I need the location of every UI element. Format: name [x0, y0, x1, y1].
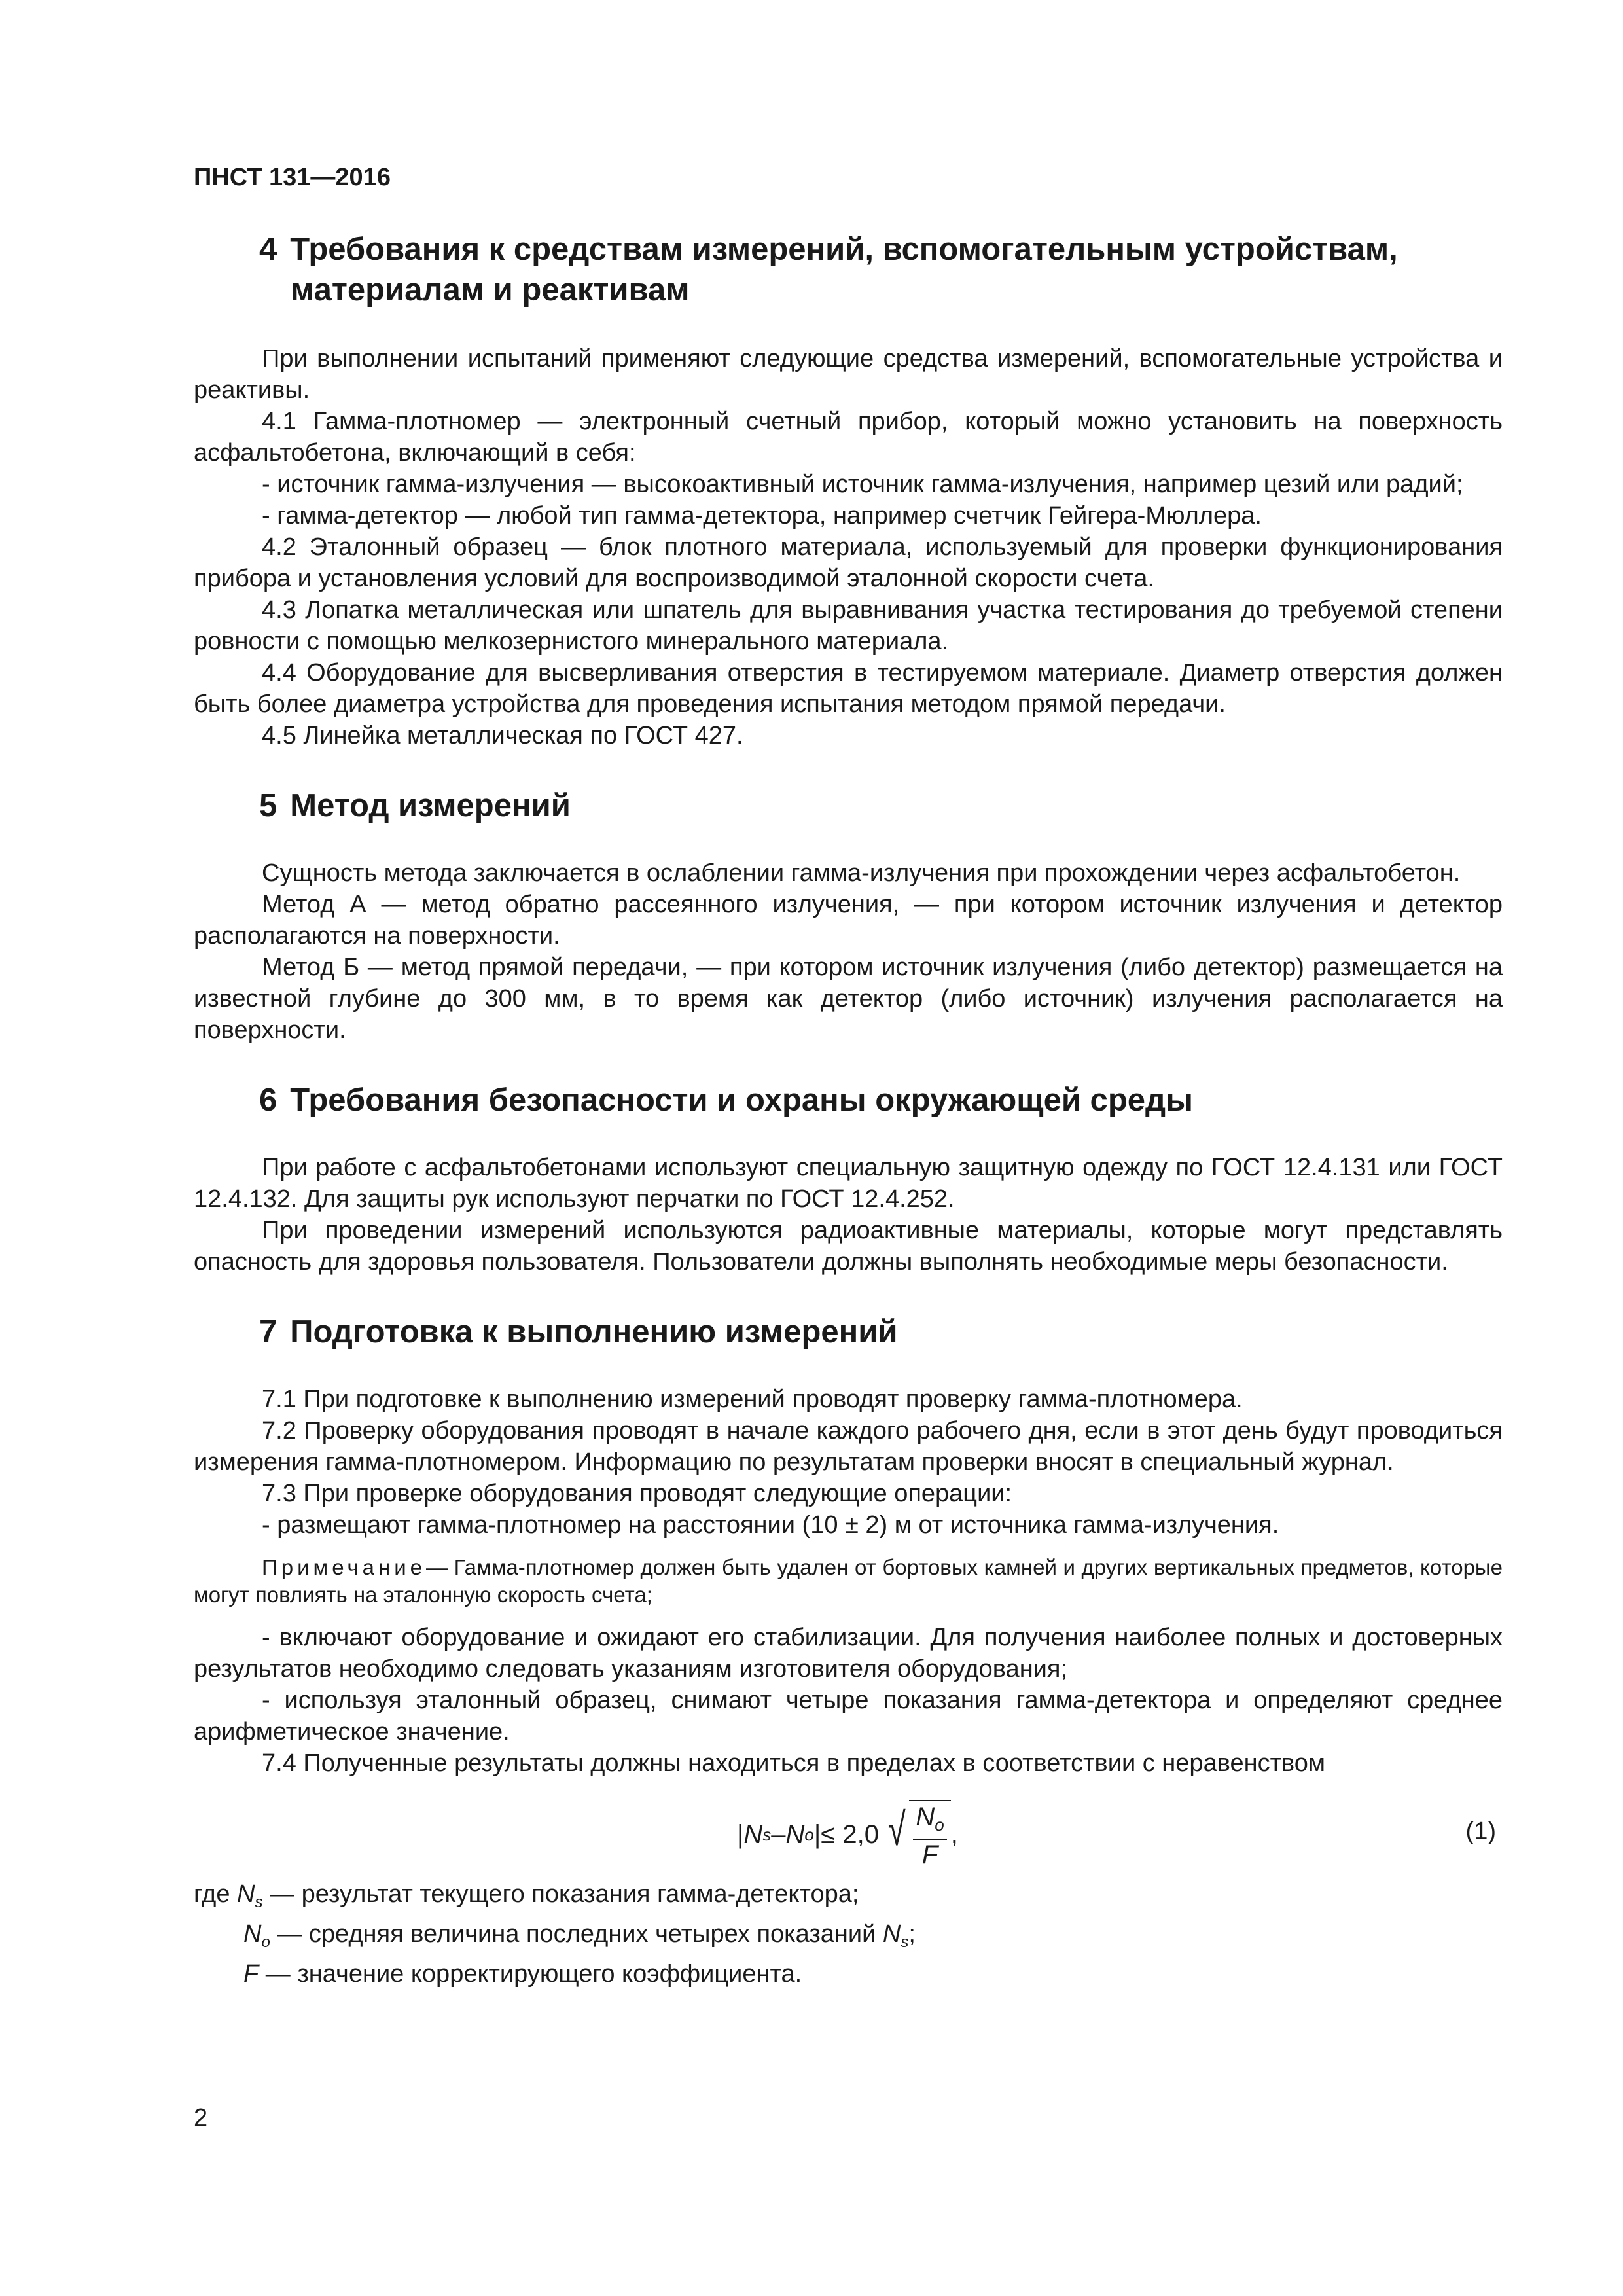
list-item: - используя эталонный образец, снимают четыре показания гамма-детектора и определяют среднее арифметическое значение.	[194, 1687, 1503, 1746]
note	[194, 1554, 1503, 1609]
section-5-number: 5	[259, 788, 277, 823]
legend-symbol-sub: s	[255, 1893, 263, 1911]
legend-symbol: N	[237, 1880, 255, 1908]
formula-relation: ≤ 2,0	[821, 1820, 879, 1849]
paragraph: Метод А — метод обратно рассеянного излучения, — при котором источник излучения и детектор располагаются на поверхности.	[194, 891, 1503, 950]
section-6-heading	[194, 1080, 1503, 1121]
page-body	[194, 216, 1503, 1990]
fraction-numerator: N	[916, 1803, 935, 1831]
legend-ref-sub: s	[901, 1933, 909, 1951]
section-4-title-line1: Требования к средствам измерений, вспомогательным устройствам,	[290, 232, 1398, 267]
section-7-heading	[194, 1312, 1503, 1352]
paragraph: 4.1 Гамма-плотномер — электронный счетный прибор, который можно установить на поверхность асфальтобетона, включающий в себя:	[194, 408, 1503, 467]
formula-ns: N	[743, 1820, 763, 1849]
formula-no-sub: o	[804, 1825, 814, 1844]
list-item: - размещают гамма-плотномер на расстоянии (10 ± 2) м от источника гамма-излучения.	[262, 1511, 1279, 1539]
paragraph: Метод Б — метод прямой передачи, — при котором источник излучения (либо детектор) размещается на известной глубине до 300 мм, в то время как детектор (либо источник) излучения располагается на поверхности.	[194, 954, 1503, 1044]
fraction	[909, 1800, 950, 1869]
paragraph: 7.2 Проверку оборудования проводят в начале каждого рабочего дня, если в этот день будут проводиться измерения гамма-плотномером. Информацию по результатам проверки вносят в специальный журнал.	[194, 1417, 1503, 1476]
paragraph: Сущность метода заключается в ослаблении гамма-излучения при прохождении через асфальтобетон.	[262, 859, 1461, 887]
formula-ns-sub: s	[762, 1825, 772, 1844]
legend-text: — средняя величина последних четырех показаний	[270, 1920, 883, 1948]
formula-minus: –	[771, 1820, 786, 1849]
legend-item	[194, 1878, 1503, 1918]
section-5-heading	[194, 785, 1503, 826]
list-item: - гамма-детектор — любой тип гамма-детектора, например счетчик Гейгера-Мюллера.	[262, 502, 1262, 529]
paragraph: 7.1 При подготовке к выполнению измерений проводят проверку гамма-плотномера.	[262, 1386, 1243, 1413]
abs-bar-close: |	[813, 1820, 821, 1849]
legend-symbol-sub: o	[261, 1933, 270, 1951]
paragraph: 4.2 Эталонный образец — блок плотного материала, используемый для проверки функционирования прибора и установления условий для воспроизводимой эталонной скорости счета.	[194, 533, 1503, 592]
legend-end: ;	[908, 1920, 916, 1948]
paragraph: При работе с асфальтобетонами используют специальную защитную одежду по ГОСТ 12.4.131 или ГОСТ 12.4.132. Для защиты рук используют перчатки по ГОСТ 12.4.252.	[194, 1154, 1503, 1213]
note-text: — Гамма-плотномер должен быть удален от бортовых камней и других вертикальных предметов, которые могут повлиять на эталонную скорость счета;	[194, 1555, 1503, 1607]
page-number: 2	[194, 2104, 208, 2132]
paragraph: 4.5 Линейка металлическая по ГОСТ 427.	[262, 722, 743, 749]
formula-comma: ,	[950, 1820, 958, 1849]
section-4-number: 4	[259, 232, 277, 267]
legend-list	[194, 1878, 1503, 1990]
equation-number: (1)	[1465, 1818, 1496, 1845]
fraction-denominator: F	[921, 1840, 938, 1869]
abs-bar-open: |	[737, 1820, 744, 1849]
legend-text: — значение корректирующего коэффициента.	[259, 1960, 802, 1988]
formula-no: N	[785, 1820, 805, 1849]
paragraph: 4.3 Лопатка металлическая или шпатель для выравнивания участка тестирования до требуемой степени ровности с помощью мелкозернистого минерального материала.	[194, 596, 1503, 655]
radical-sign: √	[887, 1804, 906, 1855]
legend-text: — результат текущего показания гамма-детектора;	[262, 1880, 859, 1908]
legend-item	[194, 1918, 1503, 1958]
legend-symbol: N	[243, 1920, 262, 1948]
section-7-number: 7	[259, 1314, 277, 1350]
list-item: - включают оборудование и ожидают его стабилизации. Для получения наиболее полных и достоверных результатов необходимо следовать указаниям изготовителя оборудования;	[194, 1624, 1503, 1683]
section-6-title: Требования безопасности и охраны окружающей среды	[290, 1083, 1193, 1118]
square-root	[884, 1800, 951, 1869]
legend-ref: N	[882, 1920, 901, 1948]
paragraph: При выполнении испытаний применяют следующие средства измерений, вспомогательные устройства и реактивы.	[194, 345, 1503, 404]
note-label: Примечание	[262, 1555, 427, 1579]
section-4-title-line2: материалам и реактивам	[291, 272, 690, 308]
legend-lead: где	[194, 1880, 230, 1908]
paragraph: 7.3 При проверке оборудования проводят следующие операции:	[262, 1480, 1012, 1507]
formula-1	[737, 1800, 958, 1869]
list-item: - источник гамма-излучения — высокоактивный источник гамма-излучения, например цезий или радий;	[262, 471, 1463, 498]
legend-item	[194, 1958, 1503, 1990]
paragraph: При проведении измерений используются радиоактивные материалы, которые могут представлять опасность для здоровья пользователя. Пользователи должны выполнять необходимые меры безопасности.	[194, 1217, 1503, 1276]
formula-block	[194, 1791, 1503, 1869]
document-code: ПНСТ 131—2016	[194, 164, 391, 191]
section-6-number: 6	[259, 1083, 277, 1118]
paragraph: 4.4 Оборудование для высверливания отверстия в тестируемом материале. Диаметр отверстия должен быть более диаметра устройства для проведения испытания методом прямой передачи.	[194, 659, 1503, 718]
section-4-heading	[194, 229, 1503, 310]
legend-symbol: F	[243, 1960, 259, 1988]
fraction-numerator-sub: o	[935, 1815, 944, 1835]
section-5-title: Метод измерений	[290, 788, 571, 823]
section-7-title: Подготовка к выполнению измерений	[290, 1314, 898, 1350]
paragraph: 7.4 Полученные результаты должны находиться в пределах в соответствии с неравенством	[262, 1749, 1326, 1777]
